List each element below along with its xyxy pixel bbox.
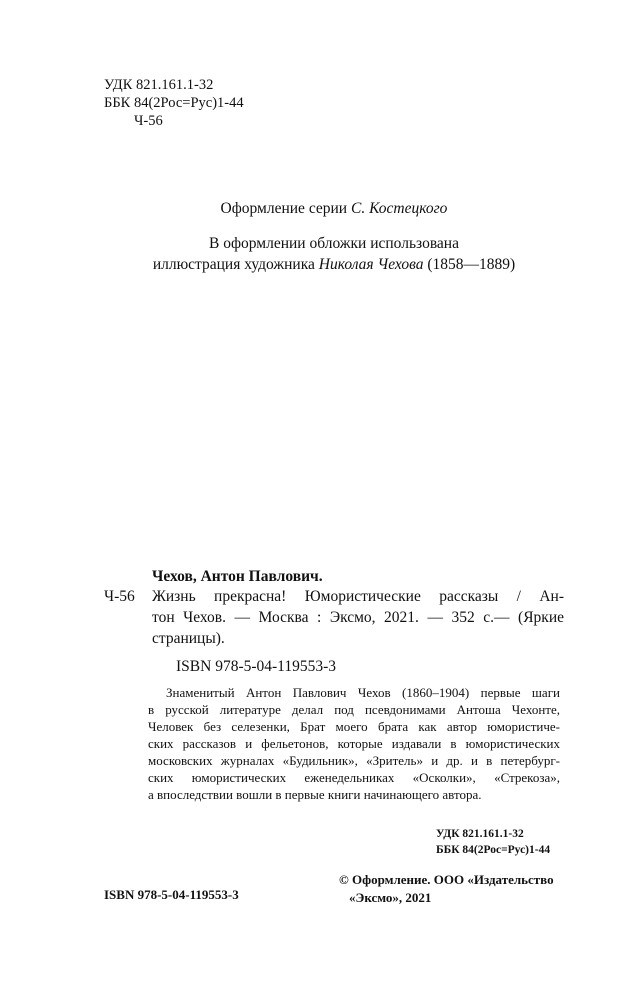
abstract-line: московских журналах «Будильник», «Зритель» и др. и в петербург- [148, 753, 560, 768]
author-heading: Чехов, Антон Павлович. [152, 568, 323, 585]
copyright-line1: © Оформление. ООО «Издательство [339, 872, 554, 887]
isbn: ISBN 978-5-04-119553-3 [176, 658, 337, 675]
series-designer-name: С. Костецкого [350, 200, 448, 217]
isbn-footer: ISBN 978-5-04-119553-3 [104, 887, 239, 902]
classification-top [104, 76, 244, 130]
classification-bottom [436, 826, 550, 858]
bbk-code: ББК 84(2Рос=Рус)1-44 [104, 95, 244, 111]
udk-code: УДК 821.161.1-32 [104, 77, 214, 93]
call-number: Ч-56 [134, 113, 163, 129]
udk-code: УДК 821.161.1-32 [436, 828, 524, 840]
description-line: тон Чехов. — Москва : Эксмо, 2021. — 352 с.— (Яркие [152, 609, 564, 626]
abstract-line: ских юмористических еженедельниках «Осколки», «Стрекоза», [148, 770, 560, 785]
credits [100, 198, 568, 275]
abstract [148, 684, 560, 803]
abstract-line: Знаменитый Антон Павлович Чехов (1860–1904) первые шаги [166, 685, 560, 700]
copyright-line2: «Эксмо», 2021 [349, 890, 432, 905]
bbk-code: ББК 84(2Рос=Рус)1-44 [436, 844, 551, 856]
description-line: страницы). [152, 630, 225, 647]
cover-credit-line2: иллюстрация художника Николая Чехова (1858—1889) [152, 256, 516, 273]
cover-artist-name: Николая Чехова [318, 256, 424, 273]
abstract-line: в русской литературе делал под псевдонимами Антоша Чехонте, [148, 702, 560, 717]
series-design-credit: Оформление серии С. Костецкого [220, 200, 448, 217]
abstract-line: а впоследствии вошли в первые книги начинающего автора. [148, 787, 482, 802]
description-line: Жизнь прекрасна! Юмористические рассказы / Ан- [152, 588, 564, 605]
abstract-line: Человек без селезенки, Брат моего брата как автор юмористиче- [148, 719, 560, 734]
cover-credit-line1: В оформлении обложки использована [209, 235, 459, 252]
copyright-notice [339, 871, 554, 907]
abstract-line: ских рассказов и фельетонов, которые издавали в юмористических [148, 736, 560, 751]
record-call-number: Ч-56 [104, 588, 135, 605]
bibliographic-description [152, 586, 564, 649]
